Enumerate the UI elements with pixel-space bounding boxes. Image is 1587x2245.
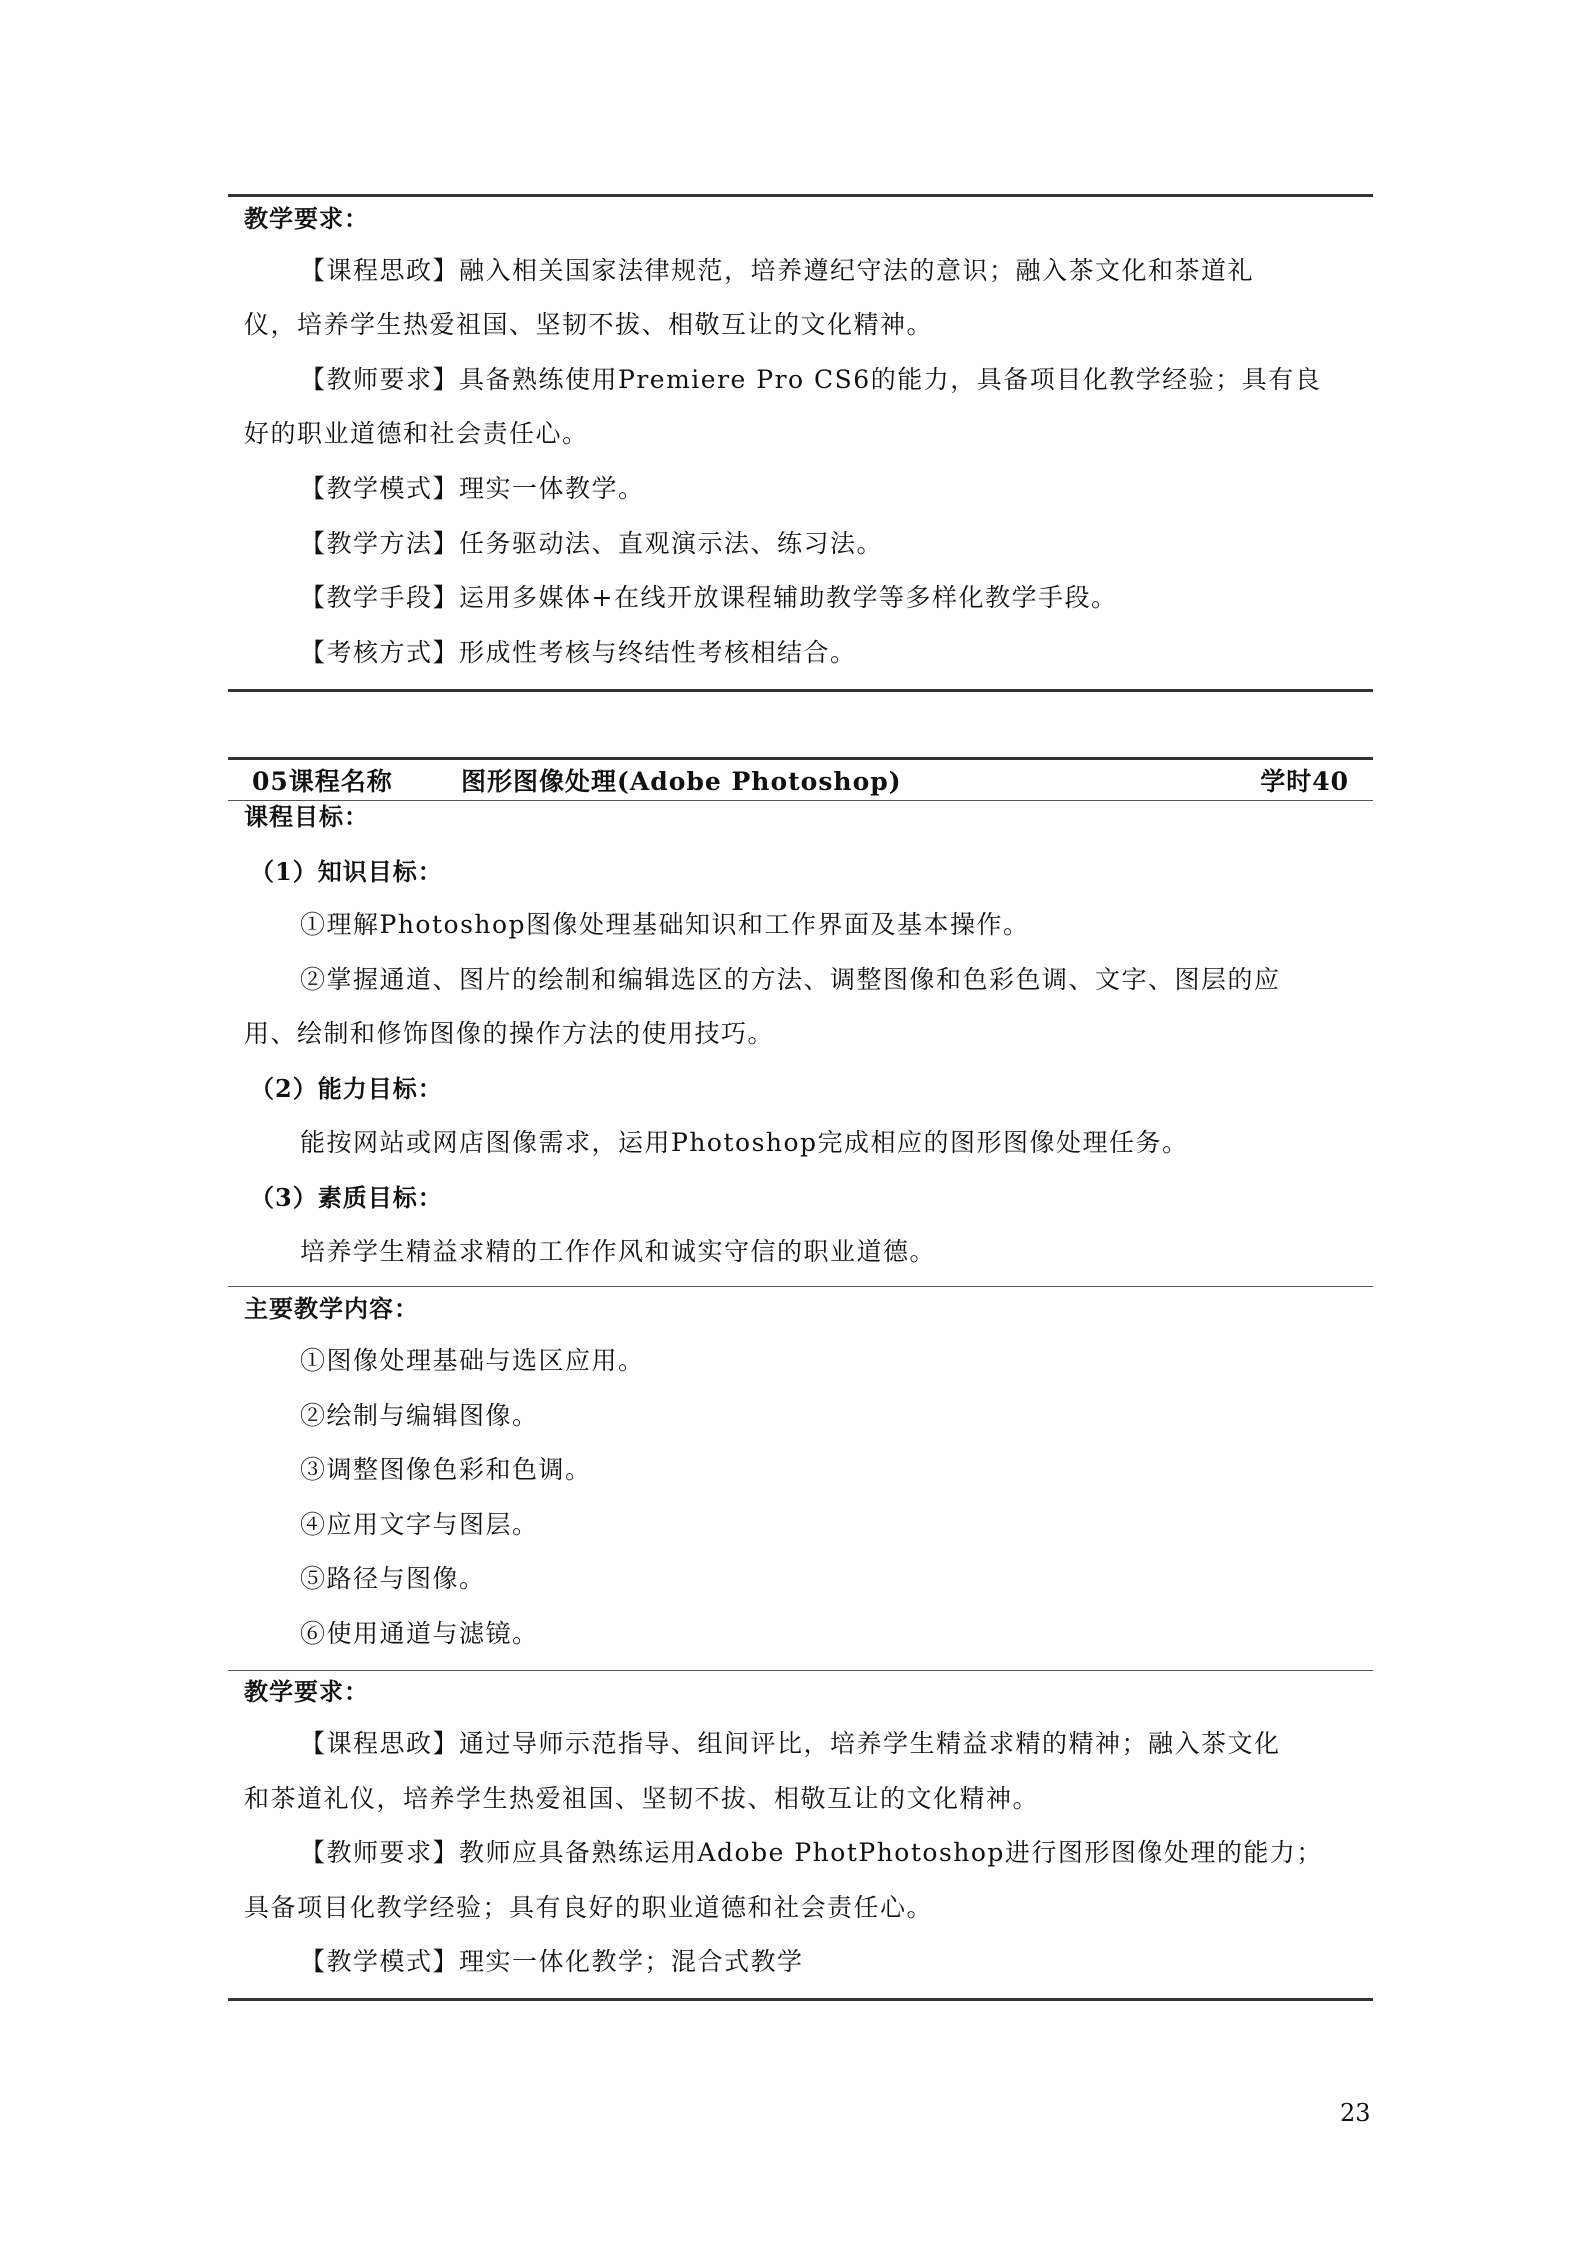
text-line: 【课程思政】通过导师示范指导、组间评比，培养学生精益求精的精神；融入茶文化: [300, 1729, 1281, 1758]
section-heading-teaching-requirements: 教学要求：: [244, 204, 369, 233]
text-line: 【教师要求】具备熟练使用Premiere Pro CS6的能力，具备项目化教学经验；具有良: [300, 365, 1322, 394]
course-hours: 学时40: [1260, 767, 1349, 796]
list-item: ⑥使用通道与滤镜。: [300, 1619, 539, 1648]
text-line: 好的职业道德和社会责任心。: [244, 419, 589, 448]
main-content-heading: 主要教学内容：: [244, 1294, 419, 1323]
knowledge-goals-heading: （1）知识目标：: [250, 857, 443, 886]
text-line: 【教学模式】理实一体化教学；混合式教学: [300, 1947, 804, 1976]
list-item: ③调整图像色彩和色调。: [300, 1455, 592, 1484]
text-line: 具备项目化教学经验；具有良好的职业道德和社会责任心。: [244, 1893, 934, 1922]
list-item: ①图像处理基础与选区应用。: [300, 1346, 645, 1375]
text-line: 仪，培养学生热爱祖国、坚韧不拔、相敬互让的文化精神。: [244, 310, 934, 339]
ability-goals-heading: （2）能力目标：: [250, 1074, 443, 1103]
course-number-label: 05课程名称: [252, 767, 393, 796]
course-goals-heading: 课程目标：: [244, 802, 369, 831]
course-header-bottom-rule: [228, 800, 1373, 801]
text-line: ②掌握通道、图片的绘制和编辑选区的方法、调整图像和色彩色调、文字、图层的应: [300, 965, 1281, 994]
text-line: 用、绘制和修饰图像的操作方法的使用技巧。: [244, 1019, 775, 1048]
list-item: ⑤路径与图像。: [300, 1564, 486, 1593]
list-item: ④应用文字与图层。: [300, 1510, 539, 1539]
page-number: 23: [1340, 2099, 1371, 2127]
text-line: 【教学手段】运用多媒体+在线开放课程辅助教学等多样化教学手段。: [300, 583, 1118, 612]
content-end-rule: [228, 1670, 1373, 1671]
goals-end-rule: [228, 1286, 1373, 1287]
text-line: 【课程思政】融入相关国家法律规范，培养遵纪守法的意识；融入茶文化和茶道礼: [300, 256, 1255, 285]
text-line: 【教学模式】理实一体教学。: [300, 474, 645, 503]
requirements-heading: 教学要求：: [244, 1677, 369, 1706]
text-line: 【考核方式】形成性考核与终结性考核相结合。: [300, 638, 857, 667]
text-line: 和茶道礼仪，培养学生热爱祖国、坚韧不拔、相敬互让的文化精神。: [244, 1784, 1040, 1813]
section-end-rule: [228, 689, 1373, 692]
top-rule: [228, 194, 1373, 197]
bottom-rule: [228, 1998, 1373, 2001]
list-item: ②绘制与编辑图像。: [300, 1401, 539, 1430]
quality-goals-heading: （3）素质目标：: [250, 1183, 443, 1212]
course-name: 图形图像处理(Adobe Photoshop): [461, 767, 902, 796]
text-line: 培养学生精益求精的工作作风和诚实守信的职业道德。: [300, 1237, 937, 1266]
text-line: 【教师要求】教师应具备熟练运用Adobe PhotPhotoshop进行图形图像处理的能力；: [300, 1838, 1323, 1867]
text-line: ①理解Photoshop图像处理基础知识和工作界面及基本操作。: [300, 910, 1030, 939]
text-line: 【教学方法】任务驱动法、直观演示法、练习法。: [300, 529, 884, 558]
text-line: 能按网站或网店图像需求，运用Photoshop完成相应的图形图像处理任务。: [300, 1128, 1189, 1157]
course-header-top-rule: [228, 757, 1373, 760]
course-header-row: [228, 764, 1373, 800]
